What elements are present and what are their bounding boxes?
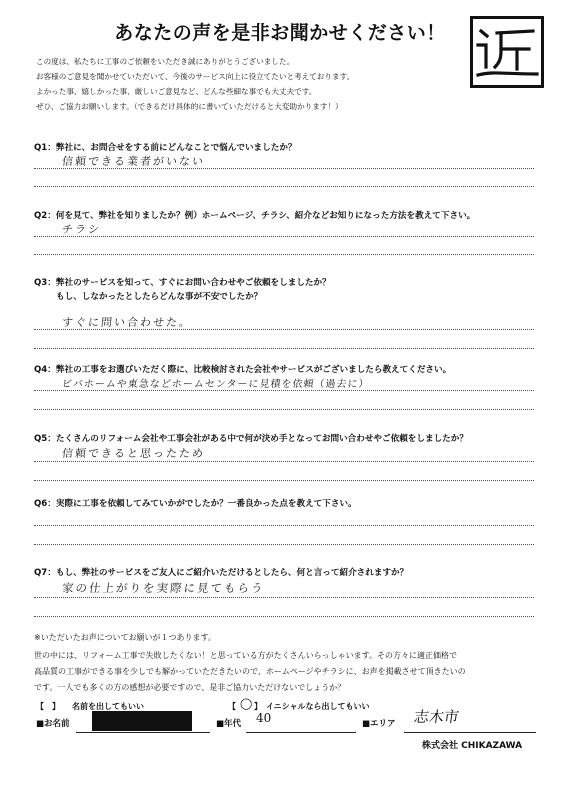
name-ok-checkbox[interactable]: 【 】: [36, 702, 60, 711]
question-1-label: Q1：弊社に、お問合せをする前にどんなことで悩んでいましたか？: [34, 143, 297, 153]
answer-line: [34, 616, 534, 617]
question-6-label: Q6：実際に工事を依頼してみていかがでしたか？一番良かった点を教えて下さい。: [34, 499, 357, 509]
age-label: ■年代: [216, 719, 242, 729]
intro-line: この度は、私たちに工事のご依頼をいただき誠にありがとうございました。: [36, 57, 295, 66]
request-body-line: 高品質の工事ができる事を少しでも解かっていただきたいので、ホームページやチラシに、お声を掲載させて頂きたいの: [34, 667, 466, 676]
answer-line: [34, 186, 534, 187]
age-value: 40: [256, 711, 272, 725]
answer-line: [34, 329, 534, 330]
answer-line: [34, 461, 534, 462]
question-2-label: Q2：何を見て、弊社を知りましたか？例）ホームページ、チラシ、紹介などお知りになった方法を教えて下さい。: [34, 211, 476, 221]
question-3-line1: Q3：弊社のサービスを知って、すぐにお問い合わせやご依頼をしましたか？: [34, 278, 331, 288]
request-body: [34, 648, 466, 696]
answer-line: [34, 348, 534, 349]
initial-ok-label: イニシャルなら出してもいい: [266, 702, 370, 711]
answer-line: [34, 409, 534, 410]
chikazawa-logo-icon: [470, 16, 544, 88]
area-label: ■エリア: [362, 719, 396, 729]
age-underline: [246, 732, 356, 733]
question-4-label: Q4：弊社の工事をお選びいただく際に、比較検討された会社やサービスがございましたら教えてください。: [34, 365, 452, 375]
answer-line: [34, 544, 534, 545]
intro-line: ぜひ、ご協力お願いします。（できるだけ具体的に書いていただけると大変助かります！）: [36, 102, 343, 111]
question-5-answer: 信頼できると思ったため: [61, 447, 206, 460]
answer-line: [34, 597, 534, 598]
answer-line: [34, 168, 534, 169]
question-4-answer: ビバホームや東急などホームセンターに見積を依頼（過去に）: [61, 379, 370, 390]
page-title: あなたの声を是非お聞かせください！: [114, 22, 446, 44]
name-ok-label: 名前を出してもいい: [72, 702, 144, 711]
intro-line: よかった事、嬉しかった事、厳しいご意見など、どんな些細な事でも大丈夫です。: [36, 87, 317, 96]
question-7-answer: 家の仕上がりを実際に見てもらう: [61, 581, 266, 595]
question-1-answer: 信頼できる業者がいない: [61, 155, 206, 168]
name-label: ■お名前: [36, 719, 70, 729]
question-7-label: Q7：もし、弊社のサービスをご友人にご紹介いただけるとしたら、何と言って紹介されますか？: [34, 568, 409, 578]
request-note: ※いただいたお声についてお願いが１つあります。: [34, 633, 216, 642]
question-5-label: Q5：たくさんのリフォーム会社や工事会社がある中で何が決め手となってお問い合わせやご依頼をしましたか？: [34, 434, 468, 444]
answer-line: [34, 254, 534, 255]
company-name: 株式会社 CHIKAZAWA: [422, 741, 523, 751]
area-value: 志木市: [412, 708, 461, 726]
answer-line: [34, 236, 534, 237]
initial-ok-bracket: 【: [228, 702, 236, 711]
answer-line: [34, 525, 534, 526]
question-2-answer: チラシ: [61, 223, 102, 236]
request-body-line: 世の中には、リフォーム工事で失敗したくない！と思っている方がたくさんいらっしゃいます。その方々に適正価格で: [34, 651, 457, 660]
name-underline: [76, 732, 210, 733]
intro-text: [36, 54, 456, 114]
redacted-name: [92, 711, 192, 731]
intro-line: お客様のご意見を聞かせていただいて、今後のサービス向上に役立てたいと考えております。: [36, 72, 355, 81]
initial-ok-bracket-close: 】: [254, 702, 262, 711]
answer-line: [34, 390, 534, 391]
area-underline: [404, 732, 536, 733]
question-3-line2: もし、しなかったとしたらどんな事が不安でしたか？: [56, 292, 263, 302]
question-3-answer: すぐに問い合わせた。: [61, 316, 193, 329]
answer-line: [34, 480, 534, 481]
initial-ok-checkbox[interactable]: ◯: [240, 697, 253, 710]
question-3-label: [34, 276, 331, 304]
request-body-line: です。一人でも多くの方の感想が必要ですので、是非ご協力いただけないでしょうか？: [34, 683, 346, 692]
